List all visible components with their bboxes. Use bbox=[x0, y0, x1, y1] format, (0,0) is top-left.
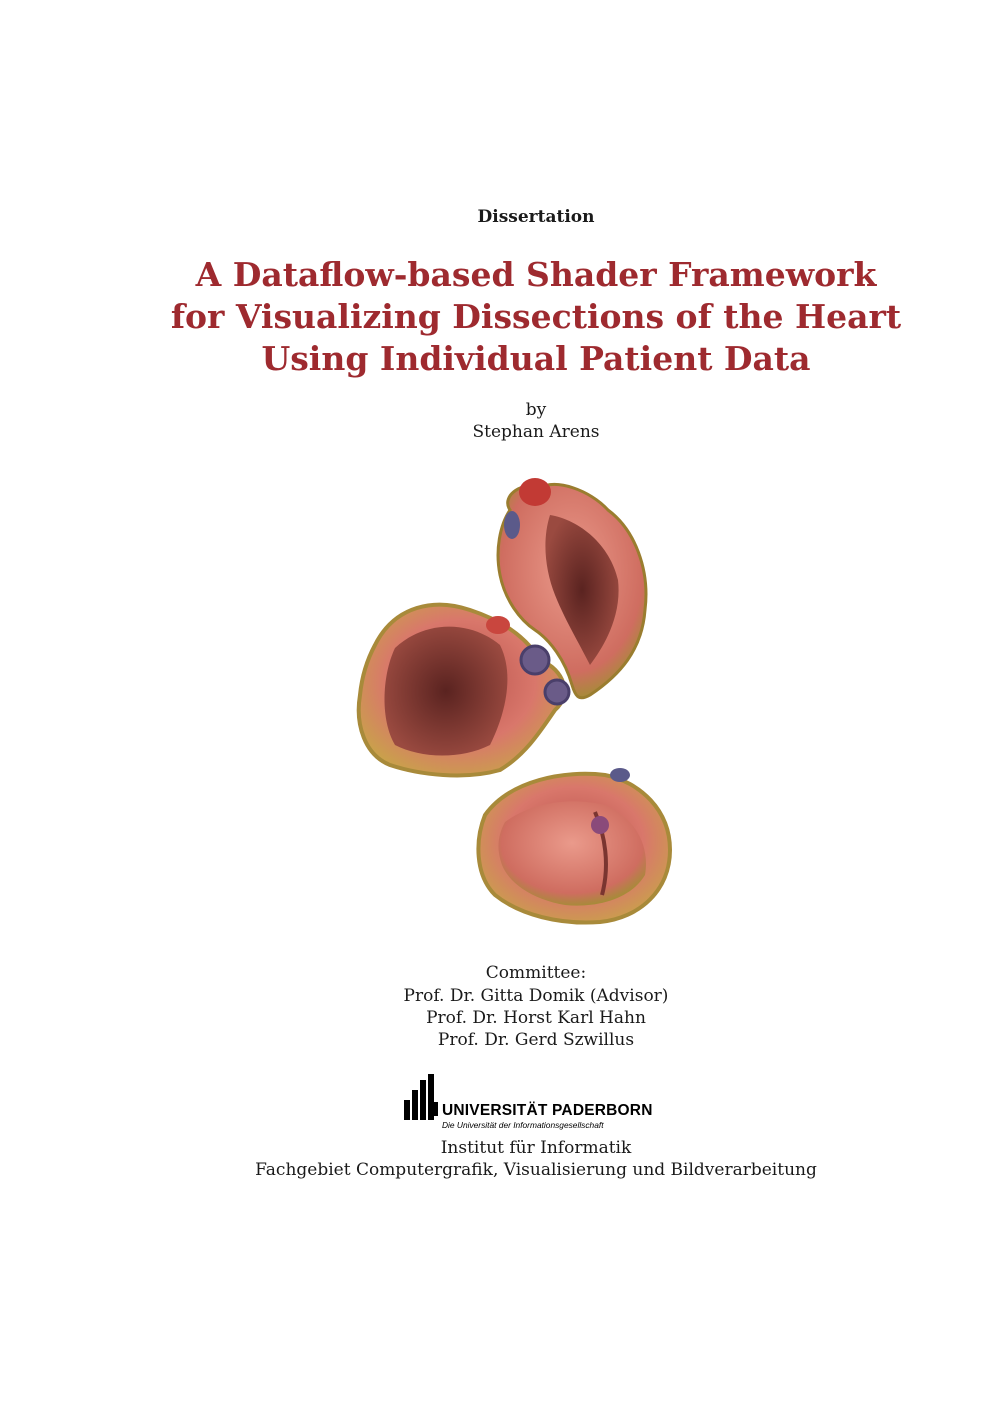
title-line-3: Using Individual Patient Data bbox=[261, 339, 811, 378]
heart-renderings-figure bbox=[350, 470, 710, 930]
heart-rendering-bottom bbox=[478, 768, 670, 923]
committee-member-3: Prof. Dr. Gerd Szwillus bbox=[437, 1030, 635, 1050]
department-name: Fachgebiet Computergrafik, Visualisierung und Bildverarbeitung bbox=[255, 1160, 817, 1180]
committee-member-2: Prof. Dr. Horst Karl Hahn bbox=[426, 1008, 646, 1028]
university-paderborn-logo-icon bbox=[404, 1072, 440, 1122]
author-name: Stephan Arens bbox=[472, 422, 600, 442]
title-line-1: A Dataflow-based Shader Framework bbox=[195, 255, 877, 294]
institute-name: Institut für Informatik bbox=[440, 1138, 632, 1158]
committee-heading: Committee: bbox=[485, 963, 587, 983]
university-name: UNIVERSITÄT PADERBORN bbox=[442, 1102, 653, 1119]
title-line-2: for Visualizing Dissections of the Heart bbox=[170, 297, 902, 336]
committee-member-1: Prof. Dr. Gitta Domik (Advisor) bbox=[403, 986, 669, 1006]
university-logo bbox=[404, 1072, 653, 1136]
document-type-label: Dissertation bbox=[477, 207, 595, 227]
by-label: by bbox=[525, 400, 547, 420]
university-tagline: Die Universität der Informationsgesellschaft bbox=[442, 1120, 604, 1130]
